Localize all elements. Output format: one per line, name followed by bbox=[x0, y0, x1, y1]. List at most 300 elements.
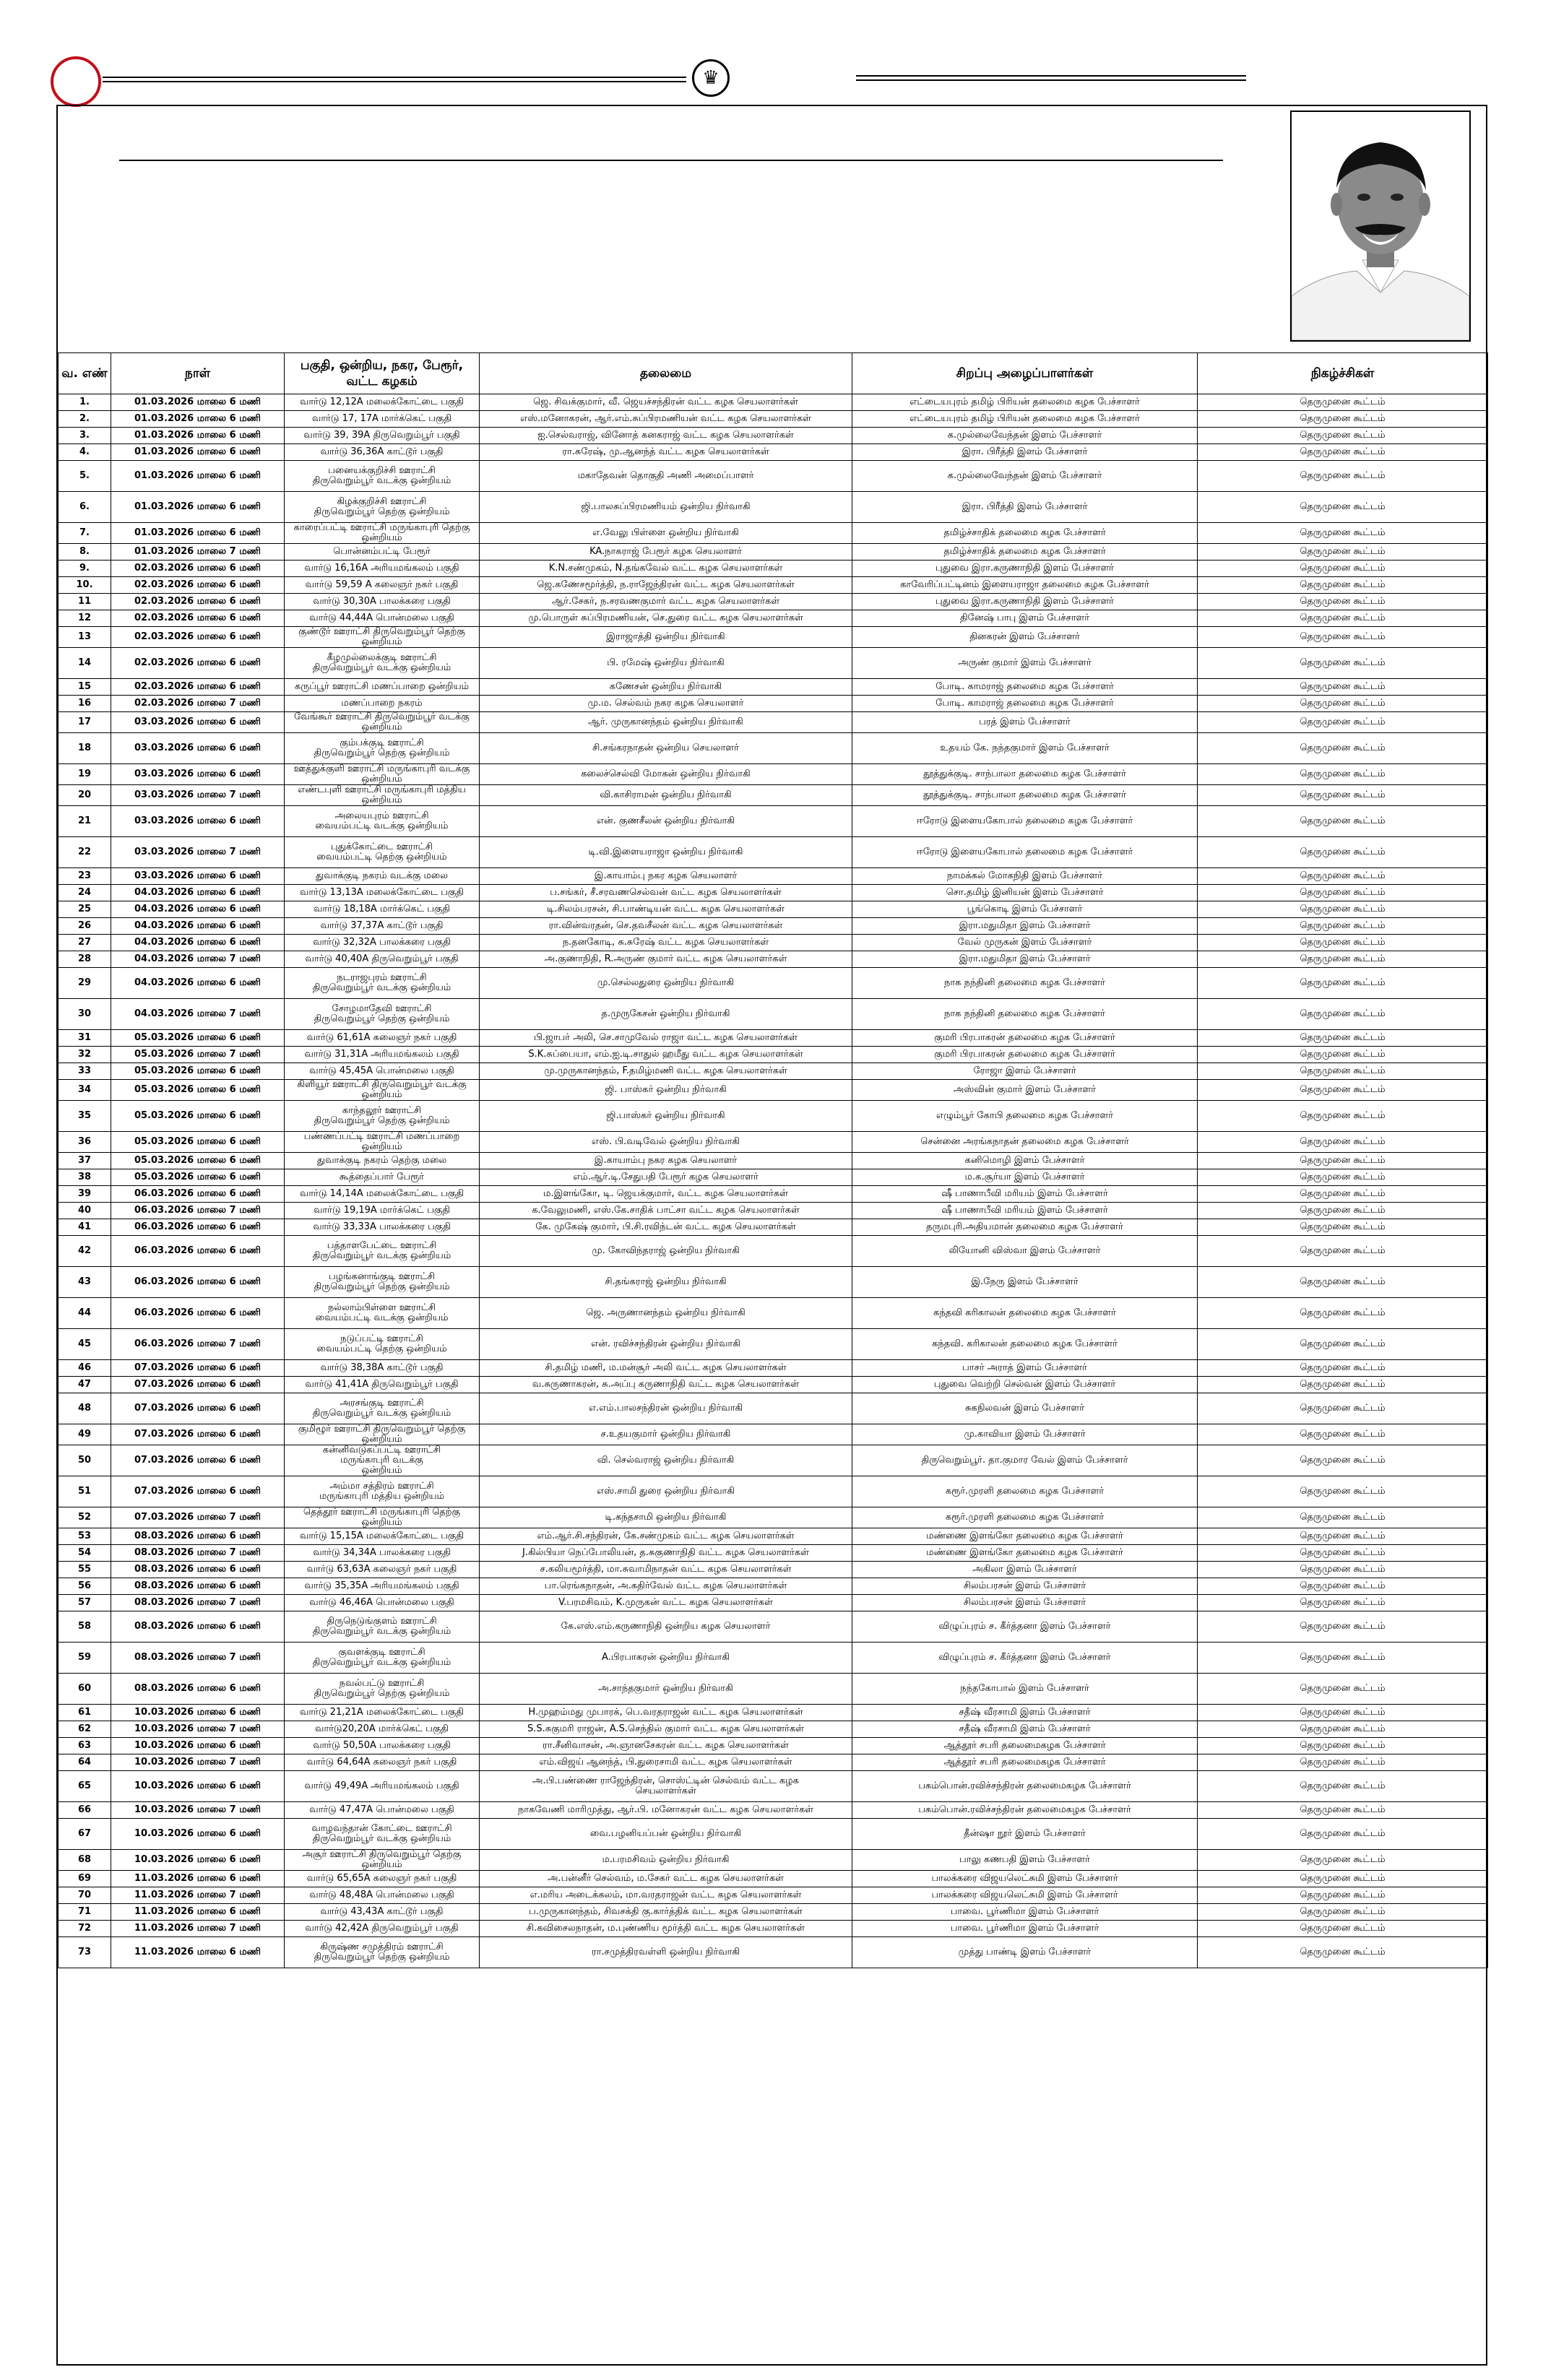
row-guest bbox=[852, 868, 1198, 885]
row-area-line: வார்டு 17, 17A மார்க்கெட் பகுதி bbox=[311, 413, 452, 424]
row-area-line: நடராஜபுரம் ஊராட்சி bbox=[337, 972, 427, 983]
row-area-line: திருவெறும்பூர் வடக்கு ஒன்றியம் bbox=[312, 1657, 451, 1668]
row-guest bbox=[852, 1754, 1198, 1771]
row-event: தெருமுனை கூட்டம் bbox=[1198, 1219, 1488, 1236]
row-date: 04.03.2026 மாலை 6 மணி bbox=[111, 968, 285, 999]
row-event: தெருமுனை கூட்டம் bbox=[1198, 394, 1488, 411]
row-area-line: கும்பக்குடி ஊராட்சி bbox=[340, 737, 424, 748]
row-chair-line: பா.ரெங்கநாதன், அ.கதிர்வேல் வட்ட கழக செயலாளர்கள் bbox=[544, 1580, 787, 1591]
row-area-line: திருவெறும்பூர் வடக்கு ஒன்றியம் bbox=[312, 1833, 451, 1844]
row-area bbox=[285, 1476, 480, 1507]
row-guest bbox=[852, 648, 1198, 679]
row-area bbox=[285, 968, 480, 999]
row-guest bbox=[852, 696, 1198, 712]
row-guest-line: சிலம்பரசன் இளம் பேச்சாளர் bbox=[963, 1580, 1086, 1591]
row-number: 39 bbox=[59, 1186, 111, 1203]
row-chair bbox=[480, 1203, 852, 1219]
row-guest bbox=[852, 577, 1198, 594]
row-chair-line: கணேசன் ஒன்றிய நிர்வாகி bbox=[609, 681, 722, 692]
row-guest bbox=[852, 428, 1198, 444]
row-area-line: மருங்காபுரி வடக்கு bbox=[340, 1455, 423, 1466]
row-guest-line: பூங்கொடி இளம் பேச்சாளர் bbox=[967, 904, 1083, 914]
row-number: 67 bbox=[59, 1819, 111, 1850]
row-area-line: பத்தாளபேட்டை ஊராட்சி bbox=[327, 1240, 437, 1251]
row-number: 59 bbox=[59, 1643, 111, 1674]
row-date: 04.03.2026 மாலை 6 மணி bbox=[111, 935, 285, 951]
table-row bbox=[59, 679, 1488, 696]
row-guest bbox=[852, 523, 1198, 544]
row-area-line: திருவெறும்பூர் தெற்கு ஒன்றியம் bbox=[314, 1688, 450, 1699]
row-number: 68 bbox=[59, 1850, 111, 1871]
row-event: தெருமுனை கூட்டம் bbox=[1198, 1360, 1488, 1377]
row-number: 52 bbox=[59, 1507, 111, 1528]
row-date: 06.03.2026 மாலை 6 மணி bbox=[111, 1219, 285, 1236]
row-chair-line: டி.சிலம்பரசன், சி.பாண்டியன் வட்ட கழக செயலாளர்கள் bbox=[546, 904, 785, 914]
row-date: 04.03.2026 மாலை 7 மணி bbox=[111, 999, 285, 1030]
table-row bbox=[59, 492, 1488, 523]
row-area-line: வார்டு 16,16A அரியமங்கலம் பகுதி bbox=[304, 563, 459, 574]
row-guest-line: முத்து பாண்டி இளம் பேச்சாளர் bbox=[958, 1947, 1092, 1957]
row-date: 08.03.2026 மாலை 7 மணி bbox=[111, 1595, 285, 1611]
row-event: தெருமுனை கூட்டம் bbox=[1198, 577, 1488, 594]
row-number: 50 bbox=[59, 1445, 111, 1476]
row-guest-line: புதுவை இரா.கருணாநிதி இளம் பேச்சாளர் bbox=[935, 563, 1114, 574]
row-chair-line: எ.மரிய அடைக்கலம், மா.வரதராஜன் வட்ட கழக செயலாளர்கள் bbox=[530, 1890, 802, 1900]
row-event: தெருமுனை கூட்டம் bbox=[1198, 1507, 1488, 1528]
header-rule-left bbox=[103, 77, 686, 82]
row-area-line: வார்டு 44,44A பொன்மலை பகுதி bbox=[309, 613, 454, 623]
row-chair bbox=[480, 999, 852, 1030]
row-chair-line: கே. முகேஷ் குமார், பி.சி.ரவிந்டன் வட்ட கழக செயலாளர்கள் bbox=[535, 1221, 796, 1232]
row-date: 08.03.2026 மாலை 7 மணி bbox=[111, 1545, 285, 1562]
row-chair bbox=[480, 1329, 852, 1360]
row-area-line: திருவெறும்பூர் தெற்கு ஒன்றியம் bbox=[314, 1115, 450, 1126]
row-date: 05.03.2026 மாலை 6 மணி bbox=[111, 1153, 285, 1169]
row-area bbox=[285, 1595, 480, 1611]
table-row bbox=[59, 544, 1488, 561]
row-area-line: பனையக்குறிச்சி ஊராட்சி bbox=[328, 465, 436, 476]
row-area bbox=[285, 935, 480, 951]
row-area-line: கன்னிவடுகப்பட்டி ஊராட்சி bbox=[322, 1445, 441, 1455]
row-guest bbox=[852, 1721, 1198, 1738]
row-chair bbox=[480, 1186, 852, 1203]
table-body bbox=[59, 394, 1488, 1968]
row-chair bbox=[480, 1887, 852, 1904]
row-event: தெருமுனை கூட்டம் bbox=[1198, 679, 1488, 696]
row-chair bbox=[480, 712, 852, 733]
row-guest-line: நாக நந்தினி தலைமை கழக பேச்சாளர் bbox=[944, 977, 1105, 988]
row-chair bbox=[480, 1738, 852, 1754]
table-row bbox=[59, 1219, 1488, 1236]
party-emblem-icon: ♛ bbox=[692, 59, 730, 97]
row-area-line: வார்டு 15,15A மலைக்கோட்டை பகுதி bbox=[299, 1531, 464, 1541]
table-row bbox=[59, 1611, 1488, 1643]
row-area bbox=[285, 1611, 480, 1643]
row-chair-line: அ.பன்னீர் செல்வம், ம.சேகர் வட்ட கழக செயலாளர்கள் bbox=[547, 1873, 785, 1884]
row-event: தெருமுனை கூட்டம் bbox=[1198, 837, 1488, 868]
row-area-line: திருவெறும்பூர் தெற்கு ஒன்றியம் bbox=[314, 1952, 450, 1963]
row-event: தெருமுனை கூட்டம் bbox=[1198, 1063, 1488, 1080]
row-area bbox=[285, 577, 480, 594]
row-area-line: வார்டு20,20A மார்க்கெட் பகுதி bbox=[315, 1723, 449, 1734]
row-number: 5. bbox=[59, 461, 111, 492]
row-number: 49 bbox=[59, 1424, 111, 1445]
row-area bbox=[285, 806, 480, 837]
row-event: தெருமுனை கூட்டம் bbox=[1198, 492, 1488, 523]
row-area-line: குண்டூர் ஊராட்சி திருவெறும்பூர் தெற்கு ஒன்றியம் bbox=[298, 626, 465, 647]
table-row bbox=[59, 1904, 1488, 1921]
row-area bbox=[285, 523, 480, 544]
row-chair-line: த.முருகேசன் ஒன்றிய நிர்வாகி bbox=[601, 1008, 730, 1019]
table-row bbox=[59, 561, 1488, 577]
row-date: 08.03.2026 மாலை 6 மணி bbox=[111, 1611, 285, 1643]
row-chair-line: மு.செல்லதுரை ஒன்றிய நிர்வாகி bbox=[597, 977, 735, 988]
row-number: 62 bbox=[59, 1721, 111, 1738]
row-chair bbox=[480, 1063, 852, 1080]
row-chair bbox=[480, 627, 852, 648]
table-row bbox=[59, 1871, 1488, 1887]
row-guest bbox=[852, 1904, 1198, 1921]
row-event: தெருமுனை கூட்டம் bbox=[1198, 1236, 1488, 1267]
row-chair-line: இராஜாத்தி ஒன்றிய நிர்வாகி bbox=[606, 631, 725, 642]
row-date: 04.03.2026 மாலை 6 மணி bbox=[111, 918, 285, 935]
row-guest bbox=[852, 1545, 1198, 1562]
row-area-line: திருவெறும்பூர் தெற்கு ஒன்றியம் bbox=[314, 748, 450, 758]
row-event: தெருமுனை கூட்டம் bbox=[1198, 1545, 1488, 1562]
row-area-line: பழங்கனாங்குடி ஊராட்சி bbox=[329, 1271, 435, 1282]
row-guest-line: ம.க.சூர்யா இளம் பேச்சாளர் bbox=[964, 1172, 1085, 1182]
row-guest-line: வேல் முருகன் இளம் பேச்சாளர் bbox=[957, 937, 1092, 948]
row-area-line: குவளக்குடி ஊராட்சி bbox=[338, 1647, 425, 1658]
row-date: 05.03.2026 மாலை 6 மணி bbox=[111, 1063, 285, 1080]
row-event: தெருமுனை கூட்டம் bbox=[1198, 901, 1488, 918]
row-guest bbox=[852, 1595, 1198, 1611]
row-event: தெருமுனை கூட்டம் bbox=[1198, 544, 1488, 561]
table-row bbox=[59, 1236, 1488, 1267]
row-area-line: வார்டு 12,12A மலைக்கோட்டை பகுதி bbox=[299, 397, 464, 407]
row-date: 02.03.2026 மாலை 6 மணி bbox=[111, 594, 285, 610]
row-chair bbox=[480, 492, 852, 523]
row-event: தெருமுனை கூட்டம் bbox=[1198, 1393, 1488, 1424]
column-header-event: நிகழ்ச்சிகள் bbox=[1198, 353, 1488, 394]
column-header-date: நாள் bbox=[111, 353, 285, 394]
row-area-line: நல்லாம்பிள்ளை ஊராட்சி bbox=[327, 1302, 436, 1313]
row-chair-line: எஸ்.மனோகரன், ஆர்.எம்.சுப்பிரமணியன் வட்ட கழக செயலாளர்கள் bbox=[520, 413, 811, 424]
row-guest-line: தினேஷ் பாபு இளம் பேச்சாளர் bbox=[959, 613, 1090, 623]
table-row bbox=[59, 968, 1488, 999]
row-guest-line: பாலக்கரை விஜயலெட்சுமி இளம் பேச்சாளர் bbox=[931, 1890, 1118, 1900]
row-number: 34 bbox=[59, 1080, 111, 1101]
row-area-line: வார்டு 18,18A மார்க்கெட் பகுதி bbox=[313, 904, 451, 914]
row-event: தெருமுனை கூட்டம் bbox=[1198, 1101, 1488, 1132]
row-area-line: வையம்பட்டி தெற்கு ஒன்றியம் bbox=[316, 1343, 447, 1354]
row-guest-line: சதீஷ் வீரசாமி இளம் பேச்சாளர் bbox=[959, 1707, 1091, 1718]
row-guest bbox=[852, 679, 1198, 696]
row-guest bbox=[852, 1528, 1198, 1545]
row-event: தெருமுனை கூட்டம் bbox=[1198, 1476, 1488, 1507]
row-area-line: திருவெறும்பூர் வடக்கு ஒன்றியம் bbox=[312, 1626, 451, 1637]
row-chair-line: சி.தமிழ் மணி, ம.மன்சூர் அலி வட்ட கழக செயலாளர்கள் bbox=[545, 1362, 787, 1373]
row-chair-line: மகாதேவன் தொகுதி அணி அமைப்பாளர் bbox=[577, 470, 754, 481]
row-event: தெருமுனை கூட்டம் bbox=[1198, 1819, 1488, 1850]
row-guest-line: பாலு கணபதி இளம் பேச்சாளர் bbox=[959, 1854, 1090, 1865]
row-event: தெருமுனை கூட்டம் bbox=[1198, 461, 1488, 492]
row-event: தெருமுனை கூட்டம் bbox=[1198, 1705, 1488, 1721]
row-guest bbox=[852, 1819, 1198, 1850]
row-guest-line: விழுப்புரம் ச. கீர்த்தனா இளம் பேச்சாளர் bbox=[938, 1652, 1111, 1663]
row-area-line: சோழமாதேவி ஊராட்சி bbox=[332, 1003, 432, 1014]
table-row bbox=[59, 764, 1488, 785]
row-area bbox=[285, 627, 480, 648]
row-chair bbox=[480, 1802, 852, 1819]
table-row bbox=[59, 1063, 1488, 1080]
row-area bbox=[285, 461, 480, 492]
row-event: தெருமுனை கூட்டம் bbox=[1198, 1169, 1488, 1186]
row-area bbox=[285, 428, 480, 444]
row-guest-line: நாக நந்தினி தலைமை கழக பேச்சாளர் bbox=[944, 1008, 1105, 1019]
row-chair-line: அ.குணாநிதி, R.அருண் குமார் வட்ட கழக செயலாளர்கள் bbox=[544, 953, 787, 964]
row-number: 51 bbox=[59, 1476, 111, 1507]
meeting-schedule-table bbox=[58, 352, 1488, 1968]
table-row bbox=[59, 1101, 1488, 1132]
row-area-line: திருவெறும்பூர் தெற்கு ஒன்றியம் bbox=[314, 1281, 450, 1292]
row-number: 17 bbox=[59, 712, 111, 733]
row-area bbox=[285, 492, 480, 523]
row-date: 01.03.2026 மாலை 6 மணி bbox=[111, 428, 285, 444]
row-chair-line: மு.பொருள் சுப்பிரமணியன், செ.துரை வட்ட கழக செயலாளர்கள் bbox=[528, 613, 803, 623]
row-chair-line: கலைச்செல்வி மோகன் ஒன்றிய நிர்வாகி bbox=[581, 769, 751, 779]
row-area-line: திருவெறும்பூர் வடக்கு ஒன்றியம் bbox=[312, 662, 451, 673]
row-guest bbox=[852, 1219, 1198, 1236]
row-chair-line: ஜி.பாலசுப்பிரமணியம் ஒன்றிய நிர்வாகி bbox=[581, 501, 751, 512]
row-guest-line: ஷீ பாணாபீவி மரியம் இளம் பேச்சாளர் bbox=[941, 1188, 1108, 1199]
row-area bbox=[285, 1771, 480, 1802]
row-area bbox=[285, 764, 480, 785]
table-row bbox=[59, 1887, 1488, 1904]
row-guest-line: அகிலா இளம் பேச்சாளர் bbox=[972, 1564, 1077, 1575]
row-guest bbox=[852, 901, 1198, 918]
row-area-line: வார்டு 61,61A கலைஞர் நகர் பகுதி bbox=[306, 1032, 457, 1043]
row-chair-line: H.முஹம்மது முபாரக், பெ.வரதராஜன் வட்ட கழக செயலாளர்கள் bbox=[528, 1707, 803, 1718]
row-event: தெருமுனை கூட்டம் bbox=[1198, 968, 1488, 999]
row-guest bbox=[852, 444, 1198, 461]
row-date: 03.03.2026 மாலை 6 மணி bbox=[111, 733, 285, 764]
row-date: 03.03.2026 மாலை 6 மணி bbox=[111, 868, 285, 885]
row-area bbox=[285, 1562, 480, 1578]
row-date: 11.03.2026 மாலை 7 மணி bbox=[111, 1887, 285, 1904]
row-event: தெருமுனை கூட்டம் bbox=[1198, 935, 1488, 951]
table-row bbox=[59, 1562, 1488, 1578]
row-area bbox=[285, 1030, 480, 1047]
row-guest bbox=[852, 1507, 1198, 1528]
row-event: தெருமுனை கூட்டம் bbox=[1198, 1611, 1488, 1643]
row-date: 07.03.2026 மாலை 6 மணி bbox=[111, 1445, 285, 1476]
row-event: தெருமுனை கூட்டம் bbox=[1198, 1562, 1488, 1578]
row-area-line: ஒன்றியம் bbox=[361, 1465, 402, 1476]
row-guest bbox=[852, 1186, 1198, 1203]
row-area-line: வார்டு 45,45A பொன்மலை பகுதி bbox=[309, 1065, 454, 1076]
row-area-line: வார்டு 63,63A கலைஞர் நகர் பகுதி bbox=[306, 1564, 457, 1575]
row-guest bbox=[852, 594, 1198, 610]
table-row bbox=[59, 837, 1488, 868]
row-area-line: குமிழூர் ஊராட்சி திருவெறும்பூர் தெற்கு ஒன்றியம் bbox=[298, 1424, 466, 1445]
row-number: 64 bbox=[59, 1754, 111, 1771]
row-date: 10.03.2026 மாலை 7 மணி bbox=[111, 1721, 285, 1738]
row-guest bbox=[852, 1476, 1198, 1507]
row-area bbox=[285, 594, 480, 610]
row-guest bbox=[852, 764, 1198, 785]
row-guest bbox=[852, 1063, 1198, 1080]
table-row bbox=[59, 868, 1488, 885]
row-chair-line: ந.தனகோடி, சு.சுரேஷ் வட்ட கழக செயலாளர்கள் bbox=[562, 937, 769, 948]
row-date: 08.03.2026 மாலை 7 மணி bbox=[111, 1643, 285, 1674]
row-guest bbox=[852, 1329, 1198, 1360]
row-guest bbox=[852, 733, 1198, 764]
row-guest bbox=[852, 394, 1198, 411]
row-date: 02.03.2026 மாலை 6 மணி bbox=[111, 561, 285, 577]
row-chair-line: S.S.சுகுமரி ராஜன், A.S.செந்தில் குமார் வட்ட கழக செயலாளர்கள் bbox=[527, 1723, 805, 1734]
row-area-line: வார்டு 36,36A காட்டூர் பகுதி bbox=[320, 446, 444, 457]
row-number: 31 bbox=[59, 1030, 111, 1047]
row-guest bbox=[852, 461, 1198, 492]
row-chair bbox=[480, 951, 852, 968]
row-area-line: அலையபுரம் ஊராட்சி bbox=[334, 810, 429, 821]
row-guest bbox=[852, 610, 1198, 627]
row-guest-line: போடி. காமராஜ் தலைமை கழக பேச்சாளர் bbox=[935, 698, 1114, 709]
row-chair bbox=[480, 523, 852, 544]
row-guest bbox=[852, 1578, 1198, 1595]
row-area bbox=[285, 1169, 480, 1186]
row-number: 69 bbox=[59, 1871, 111, 1887]
table-row bbox=[59, 1047, 1488, 1063]
row-number: 6. bbox=[59, 492, 111, 523]
row-number: 23 bbox=[59, 868, 111, 885]
row-chair bbox=[480, 1445, 852, 1476]
row-chair-line: எம்.ஆர்.சி.சந்திரன், கே.சண்முகம் வட்ட கழக செயலாளர்கள் bbox=[537, 1531, 795, 1541]
row-chair bbox=[480, 868, 852, 885]
row-number: 37 bbox=[59, 1153, 111, 1169]
row-guest bbox=[852, 1080, 1198, 1101]
row-event: தெருமுனை கூட்டம் bbox=[1198, 561, 1488, 577]
row-chair bbox=[480, 1545, 852, 1562]
row-guest-line: ஆத்தூர் சபரி தலைமைகழக பேச்சாளர் bbox=[943, 1757, 1106, 1767]
row-event: தெருமுனை கூட்டம் bbox=[1198, 1850, 1488, 1871]
row-event: தெருமுனை கூட்டம் bbox=[1198, 1754, 1488, 1771]
row-event: தெருமுனை கூட்டம் bbox=[1198, 1904, 1488, 1921]
row-guest bbox=[852, 492, 1198, 523]
table-row bbox=[59, 1578, 1488, 1595]
row-event: தெருமுனை கூட்டம் bbox=[1198, 1595, 1488, 1611]
row-area-line: கிளியூர் ஊராட்சி திருவெறும்பூர் வடக்கு ஒன்றியம் bbox=[297, 1079, 467, 1100]
row-guest-line: எழும்பூர் கோபி தலைமை கழக பேச்சாளர் bbox=[935, 1110, 1114, 1121]
row-area bbox=[285, 1850, 480, 1871]
row-chair-line: ஜெ.கணேசமூர்த்தி, ந.ராஜேந்திரன் வட்ட கழக செயலாளர்கள் bbox=[537, 579, 795, 590]
row-date: 10.03.2026 மாலை 7 மணி bbox=[111, 1754, 285, 1771]
row-guest-line: ஆத்தூர் சபரி தலைமைகழக பேச்சாளர் bbox=[943, 1740, 1106, 1751]
row-chair-line: ம.பரமசிவம் ஒன்றிய நிர்வாகி bbox=[602, 1854, 730, 1865]
row-number: 47 bbox=[59, 1377, 111, 1393]
row-area-line: திருவெறும்பூர் வடக்கு ஒன்றியம் bbox=[312, 982, 451, 993]
table-row bbox=[59, 1850, 1488, 1871]
row-chair-line: டி.வி.இளையராஜா ஒன்றிய நிர்வாகி bbox=[588, 847, 743, 857]
row-event: தெருமுனை கூட்டம் bbox=[1198, 764, 1488, 785]
row-number: 63 bbox=[59, 1738, 111, 1754]
row-number: 70 bbox=[59, 1887, 111, 1904]
row-guest-line: தினகரன் இளம் பேச்சாளர் bbox=[969, 631, 1080, 642]
row-guest-line: தமிழ்ச்சாதிக் தலைமை கழக பேச்சாளர் bbox=[943, 527, 1106, 538]
row-chair bbox=[480, 733, 852, 764]
row-date: 04.03.2026 மாலை 7 மணி bbox=[111, 951, 285, 968]
table-row bbox=[59, 1921, 1488, 1937]
row-chair-line: மு.ம. செல்வம் நகர கழக செயலாளர் bbox=[587, 698, 744, 709]
row-area-line: துவாக்குடி நகரம் வடக்கு மலை bbox=[315, 870, 448, 881]
row-event: தெருமுனை கூட்டம் bbox=[1198, 1153, 1488, 1169]
row-date: 01.03.2026 மாலை 6 மணி bbox=[111, 394, 285, 411]
table-row bbox=[59, 733, 1488, 764]
row-chair-line: ரா.சீனிவாசன், அ.ஞானசேகரன் வட்ட கழக செயலாளர்கள் bbox=[543, 1740, 789, 1751]
table-row bbox=[59, 806, 1488, 837]
row-guest-line: உதயம் கே. நந்தகுமார் இளம் பேச்சாளர் bbox=[940, 743, 1110, 753]
row-date: 04.03.2026 மாலை 6 மணி bbox=[111, 885, 285, 901]
row-chair-line: மு.முருகானந்தம், F.தமிழ்மணி வட்ட கழக செயலாளர்கள் bbox=[544, 1065, 787, 1076]
row-area-line: வார்டு 37,37A காட்டூர் பகுதி bbox=[320, 920, 444, 931]
row-event: தெருமுனை கூட்டம் bbox=[1198, 1329, 1488, 1360]
row-area-line: வார்டு 47,47A பொன்மலை பகுதி bbox=[309, 1804, 454, 1815]
row-guest bbox=[852, 1132, 1198, 1153]
row-date: 07.03.2026 மாலை 7 மணி bbox=[111, 1507, 285, 1528]
row-area bbox=[285, 1528, 480, 1545]
row-area bbox=[285, 1080, 480, 1101]
row-area-line: வார்டு 21,21A மலைக்கோட்டை பகுதி bbox=[299, 1707, 464, 1718]
row-event: தெருமுனை கூட்டம் bbox=[1198, 1871, 1488, 1887]
row-event: தெருமுனை கூட்டம் bbox=[1198, 444, 1488, 461]
row-chair bbox=[480, 1101, 852, 1132]
row-number: 25 bbox=[59, 901, 111, 918]
row-date: 10.03.2026 மாலை 6 மணி bbox=[111, 1705, 285, 1721]
row-chair bbox=[480, 1298, 852, 1329]
table-row bbox=[59, 1329, 1488, 1360]
row-chair-line: எ.வேலு பிள்ளை ஒன்றிய நிர்வாகி bbox=[592, 527, 739, 538]
row-area bbox=[285, 1921, 480, 1937]
row-area bbox=[285, 1298, 480, 1329]
row-chair-line: ஆர். முருகானந்தம் ஒன்றிய நிர்வாகி bbox=[588, 717, 743, 727]
row-chair bbox=[480, 1819, 852, 1850]
row-guest-line: நாமக்கல் மோகநிதி இளம் பேச்சாளர் bbox=[946, 870, 1103, 881]
row-date: 06.03.2026 மாலை 6 மணி bbox=[111, 1267, 285, 1298]
table-row bbox=[59, 610, 1488, 627]
row-area bbox=[285, 1063, 480, 1080]
table-row bbox=[59, 1738, 1488, 1754]
row-guest-line: ரோஜா இளம் பேச்சாளர் bbox=[973, 1065, 1076, 1076]
row-date: 02.03.2026 மாலை 6 மணி bbox=[111, 610, 285, 627]
row-date: 01.03.2026 மாலை 6 மணி bbox=[111, 444, 285, 461]
table-row bbox=[59, 712, 1488, 733]
row-area-line: வார்டு 42,42A திருவெறும்பூர் பகுதி bbox=[305, 1923, 459, 1934]
row-date: 07.03.2026 மாலை 6 மணி bbox=[111, 1476, 285, 1507]
row-guest-line: பாவை. பூர்ணிமா இளம் பேச்சாளர் bbox=[950, 1906, 1099, 1917]
row-date: 06.03.2026 மாலை 6 மணி bbox=[111, 1298, 285, 1329]
row-guest bbox=[852, 999, 1198, 1030]
row-chair-line: K.N.சண்முகம், N.தங்கவேல் வட்ட கழக செயலாளர்கள் bbox=[548, 563, 783, 574]
row-date: 03.03.2026 மாலை 7 மணி bbox=[111, 837, 285, 868]
row-date: 07.03.2026 மாலை 6 மணி bbox=[111, 1424, 285, 1445]
row-area bbox=[285, 1937, 480, 1968]
row-guest-line: இ.நேரு இளம் பேச்சாளர் bbox=[971, 1276, 1079, 1287]
row-area bbox=[285, 837, 480, 868]
portrait-photo bbox=[1290, 111, 1471, 342]
row-chair-line: ச.உதயகுமார் ஒன்றிய நிர்வாகி bbox=[600, 1429, 731, 1440]
table-row bbox=[59, 411, 1488, 428]
